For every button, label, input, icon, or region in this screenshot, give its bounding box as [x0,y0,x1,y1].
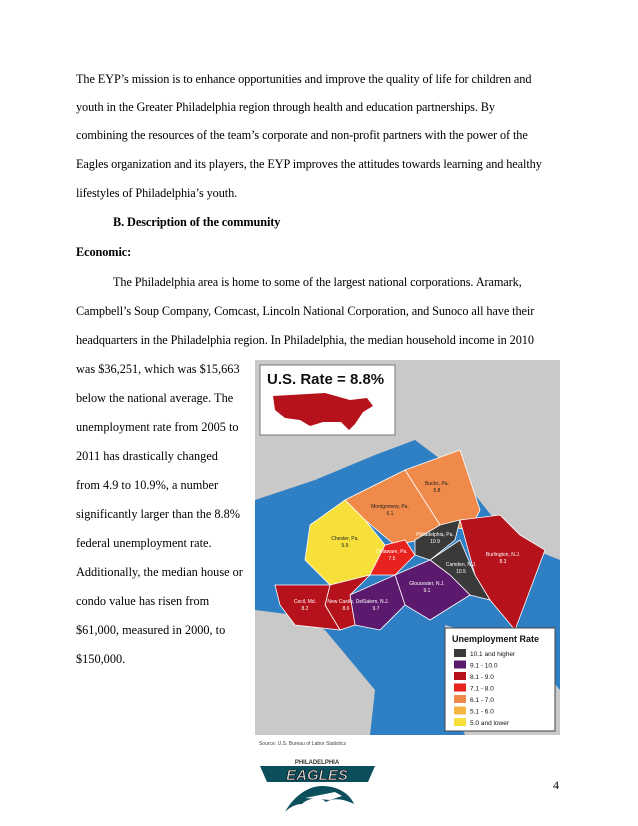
body-text-line: from 4.9 to 10.9%, a number [76,478,219,492]
body-text-line: 2011 has drastically changed [76,449,218,463]
body-text-line: $150,000. [76,652,126,666]
us-rate-label: U.S. Rate = 8.8% [267,371,385,388]
county-value: 9.1 [423,588,431,594]
county-value: 8.2 [301,606,309,612]
county-value: 10.5 [456,569,466,575]
county-label: Delaware, Pa. [376,549,408,555]
county-value: 8.6 [342,606,350,612]
us-rate-inset [260,365,395,435]
legend-swatch [454,672,466,680]
county-value: 10.9 [430,539,440,545]
county-label: Salem, N.J. [363,599,389,605]
legend-label: 5.0 and lower [470,720,510,727]
county-label: Bucks, Pa. [425,481,449,487]
county-label: Chester, Pa. [331,536,359,542]
body-text-line: lifestyles of Philadelphia’s youth. [76,186,238,200]
body-text-line: headquarters in the Philadelphia region. In Philadelphia, the median household income in 2010 [76,333,534,347]
body-text-line: unemployment rate from 2005 to [76,420,239,434]
map-source: Source: U.S. Bureau of Labor Statistics [259,741,346,747]
body-text-line: The Philadelphia area is home to some of the largest national corporations. Aramark, [113,275,522,289]
county-value: 5.8 [433,488,441,494]
legend-swatch [454,707,466,715]
legend-swatch [454,718,466,726]
body-text-line: condo value has risen from [76,594,210,608]
body-text-line: significantly larger than the 8.8% [76,507,241,521]
sub-heading: Economic: [76,245,132,259]
county-label: Gloucester, N.J. [409,581,445,587]
county-label: Camden, N.J. [445,562,477,568]
legend-label: 10.1 and higher [470,651,516,658]
logo-subtext: PHILADELPHIA [294,760,340,766]
county-label: Burlington, N.J. [485,552,521,558]
eagles-logo [250,752,385,814]
body-text-line: The EYP’s mission is to enhance opportunities and improve the quality of life for children and [76,72,532,86]
body-text-line: Additionally, the median house or [76,565,243,579]
legend-label: 5.1 - 6.0 [470,708,494,716]
county-value: 9.7 [372,606,380,612]
legend-label: 6.1 - 7.0 [470,697,494,704]
body-text-line: below the national average. The [76,391,234,405]
county-value: 7.5 [388,556,396,562]
county-label: Philadelphia, Pa. [416,532,454,538]
legend-swatch [454,649,466,657]
unemployment-map [255,360,560,750]
legend-label: 7.1 - 8.0 [470,685,494,693]
page-number: 4 [553,778,559,792]
body-text-line: was $36,251, which was $15,663 [76,362,240,376]
body-text-line: federal unemployment rate. [76,536,212,550]
county-label: Cecil, Md. [293,599,317,605]
body-text-line: Eagles organization and its players, the EYP improves the attitudes towards learning and healthy [76,157,542,171]
legend-label: 8.1 - 9.0 [470,674,494,681]
legend-label: 9.1 - 10.0 [470,662,498,670]
legend-swatch [454,684,466,692]
county-label: Montgomery, Pa. [371,504,409,510]
legend-title: Unemployment Rate [452,634,540,644]
legend-swatch [454,661,466,669]
legend [445,628,555,731]
logo-wordmark: EAGLES [286,767,348,784]
body-text-line: Campbell’s Soup Company, Comcast, Lincoln National Corporation, and Sunoco all have their [76,304,535,318]
county-label: New Castle, Del. [327,599,365,605]
county-value: 6.1 [386,511,394,517]
body-text-line: combining the resources of the team’s corporate and non-profit partners with the power of the [76,128,528,142]
county-value: 8.3 [499,559,507,565]
body-text-line: youth in the Greater Philadelphia region through health and education partnerships. By [76,100,495,114]
body-text-line: $61,000, measured in 2000, to [76,623,226,637]
section-heading: B. Description of the community [113,215,281,229]
legend-swatch [454,695,466,703]
county-value: 5.9 [341,543,349,549]
